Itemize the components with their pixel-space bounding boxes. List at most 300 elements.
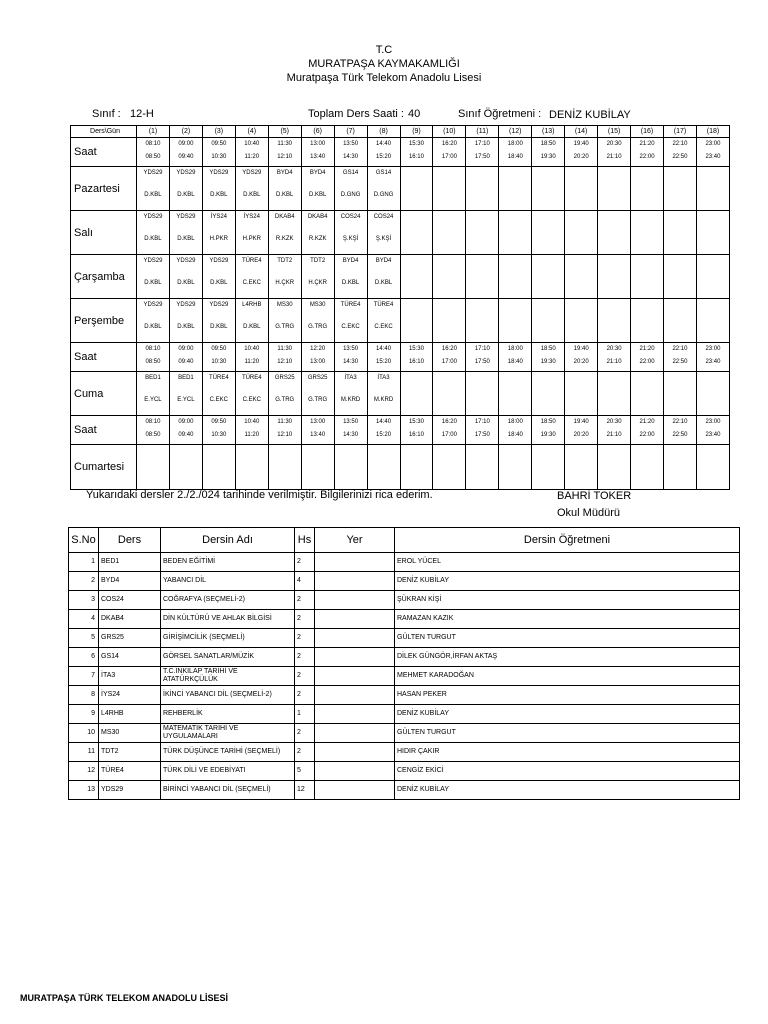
- row-label: Cumartesi: [71, 445, 137, 490]
- lesson-cell: [598, 299, 631, 343]
- table-row: [69, 610, 740, 629]
- lesson-cell: [137, 445, 170, 490]
- row-label: Saat: [71, 416, 137, 445]
- day-row: [71, 445, 730, 490]
- course-code: MS30: [99, 724, 161, 743]
- lesson-cell: [367, 445, 400, 490]
- teacher-code: D.KBL: [177, 324, 195, 330]
- start-time: 21:20: [639, 419, 655, 425]
- start-time: 13:50: [343, 141, 359, 147]
- table-row: [69, 743, 740, 762]
- lesson-cell: [301, 445, 334, 490]
- start-time: 10:40: [244, 141, 260, 147]
- time-cell: [334, 416, 367, 445]
- weekly-hours: 2: [295, 667, 315, 686]
- subjects-header-cell: Yer: [315, 528, 395, 553]
- subjects-header-cell: S.No: [69, 528, 99, 553]
- time-cell: [631, 416, 664, 445]
- weekly-hours: 2: [295, 743, 315, 762]
- time-cell: [400, 138, 433, 167]
- lesson-code: MS30: [276, 302, 293, 308]
- lesson-cell: [202, 255, 235, 299]
- time-cell: [433, 343, 466, 372]
- lesson-code: GS14: [342, 170, 359, 176]
- time-cell: [598, 416, 631, 445]
- course-code: İYS24: [99, 686, 161, 705]
- time-cell: [169, 416, 202, 445]
- lesson-cell: [696, 255, 729, 299]
- course-name: TÜRK DİLİ VE EDEBİYATI: [161, 762, 295, 781]
- lesson-code: YDS29: [143, 302, 163, 308]
- end-time: 15:20: [376, 154, 392, 160]
- course-name: T.C.İNKILAP TARİHİ VE ATATÜRKÇÜLÜK: [161, 667, 295, 686]
- lesson-cell: [334, 372, 367, 416]
- lesson-cell: [202, 211, 235, 255]
- lesson-cell: [631, 211, 664, 255]
- course-teacher: CENGİZ EKİCİ: [395, 762, 740, 781]
- end-time: 13:40: [310, 154, 326, 160]
- period-number: (7): [334, 126, 367, 138]
- start-time: 13:50: [343, 419, 359, 425]
- course-name: YABANCI DİL: [161, 572, 295, 591]
- class-teacher-label: Sınıf Öğretmeni :: [458, 108, 542, 120]
- end-time: 12:10: [277, 359, 293, 365]
- time-cell: [268, 343, 301, 372]
- lesson-code: GRS25: [307, 375, 328, 381]
- time-cell: [631, 138, 664, 167]
- row-label: Cuma: [71, 372, 137, 416]
- start-time: 18:50: [540, 141, 556, 147]
- lesson-code: TÜRE4: [241, 375, 262, 381]
- teacher-code: D.KBL: [177, 236, 195, 242]
- location: [315, 572, 395, 591]
- day-row: [71, 299, 730, 343]
- lesson-cell: [565, 445, 598, 490]
- time-cell: [137, 138, 170, 167]
- weekly-hours: 5: [295, 762, 315, 781]
- lesson-cell: [664, 211, 697, 255]
- location: [315, 648, 395, 667]
- lesson-cell: [598, 372, 631, 416]
- end-time: 09:40: [178, 154, 194, 160]
- lesson-cell: [334, 445, 367, 490]
- lesson-code: YDS29: [176, 258, 196, 264]
- end-time: 08:50: [145, 359, 161, 365]
- teacher-code: G.TRG: [308, 324, 328, 330]
- header-school: Muratpaşa Türk Telekom Anadolu Lisesi: [286, 72, 482, 84]
- course-name: İKİNCİ YABANCI DİL (SEÇMELİ-2): [161, 686, 295, 705]
- lesson-cell: [169, 255, 202, 299]
- start-time: 23:00: [705, 346, 721, 352]
- time-cell: [433, 416, 466, 445]
- lesson-cell: [466, 167, 499, 211]
- lesson-code: YDS29: [176, 214, 196, 220]
- lesson-cell: [169, 299, 202, 343]
- end-time: 19:30: [540, 154, 556, 160]
- end-time: 17:00: [441, 359, 457, 365]
- start-time: 15:30: [408, 141, 424, 147]
- table-row: [69, 686, 740, 705]
- teacher-code: C.EKC: [341, 324, 360, 330]
- time-cell: [532, 416, 565, 445]
- start-time: 09:50: [211, 141, 227, 147]
- lesson-cell: [631, 372, 664, 416]
- time-cell: [532, 138, 565, 167]
- lesson-cell: [367, 211, 400, 255]
- teacher-code: G.TRG: [275, 324, 295, 330]
- end-time: 09:40: [178, 432, 194, 438]
- lesson-cell: [301, 167, 334, 211]
- end-time: 12:10: [277, 432, 293, 438]
- start-time: 18:00: [507, 419, 523, 425]
- lesson-cell: [367, 255, 400, 299]
- lesson-code: YDS29: [209, 302, 229, 308]
- teacher-code: G.TRG: [275, 397, 295, 403]
- start-time: 19:40: [573, 346, 589, 352]
- weekly-hours: 1: [295, 705, 315, 724]
- time-cell: [202, 138, 235, 167]
- lesson-cell: [664, 167, 697, 211]
- lesson-cell: [367, 167, 400, 211]
- lesson-code: BYD4: [342, 258, 359, 264]
- lesson-cell: [268, 167, 301, 211]
- time-cell: [433, 138, 466, 167]
- weekly-hours: 2: [295, 610, 315, 629]
- table-row: [69, 553, 740, 572]
- lesson-cell: [664, 445, 697, 490]
- row-number: 4: [69, 610, 99, 629]
- time-cell: [696, 343, 729, 372]
- teacher-code: R.KZK: [308, 236, 327, 242]
- start-time: 17:10: [474, 346, 490, 352]
- lesson-cell: [400, 445, 433, 490]
- end-time: 22:00: [639, 154, 655, 160]
- location: [315, 705, 395, 724]
- start-time: 23:00: [705, 141, 721, 147]
- row-label: Çarşamba: [71, 255, 137, 299]
- course-name: COĞRAFYA (SEÇMELİ-2): [161, 591, 295, 610]
- lesson-cell: [202, 445, 235, 490]
- lesson-cell: [137, 255, 170, 299]
- lesson-cell: [598, 255, 631, 299]
- weekly-hours: 2: [295, 591, 315, 610]
- end-time: 08:50: [145, 154, 161, 160]
- row-number: 6: [69, 648, 99, 667]
- lesson-cell: [169, 211, 202, 255]
- start-time: 18:00: [507, 346, 523, 352]
- table-row: [69, 705, 740, 724]
- start-time: 21:20: [639, 346, 655, 352]
- time-cell: [466, 343, 499, 372]
- lesson-code: İTA3: [377, 375, 390, 381]
- time-cell: [499, 416, 532, 445]
- lesson-code: YDS29: [176, 302, 196, 308]
- class-value: 12-H: [130, 108, 154, 120]
- lesson-cell: [499, 299, 532, 343]
- teacher-code: H.ÇKR: [275, 280, 295, 286]
- weekly-hours: 2: [295, 724, 315, 743]
- time-cell: [532, 343, 565, 372]
- course-teacher: DENİZ KUBİLAY: [395, 572, 740, 591]
- course-code: BYD4: [99, 572, 161, 591]
- period-number: (17): [664, 126, 697, 138]
- start-time: 13:00: [310, 141, 326, 147]
- lesson-cell: [268, 211, 301, 255]
- end-time: 17:50: [474, 432, 490, 438]
- lesson-cell: [532, 445, 565, 490]
- weekly-hours: 12: [295, 781, 315, 800]
- course-name: BİRİNCİ YABANCI DİL (SEÇMELİ): [161, 781, 295, 800]
- lesson-cell: [202, 372, 235, 416]
- lesson-cell: [696, 299, 729, 343]
- end-time: 23:40: [705, 154, 721, 160]
- lesson-cell: [433, 167, 466, 211]
- teacher-code: D.KBL: [374, 280, 393, 286]
- lesson-cell: [334, 299, 367, 343]
- time-cell: [598, 138, 631, 167]
- start-time: 16:20: [441, 141, 457, 147]
- time-row: [71, 416, 730, 445]
- lesson-code: YDS29: [143, 258, 163, 264]
- start-time: 19:40: [573, 419, 589, 425]
- time-cell: [202, 416, 235, 445]
- row-number: 8: [69, 686, 99, 705]
- period-number: (10): [433, 126, 466, 138]
- lesson-cell: [598, 167, 631, 211]
- lesson-cell: [235, 255, 268, 299]
- location: [315, 610, 395, 629]
- course-teacher: DİLEK GÜNGÖR,İRFAN AKTAŞ: [395, 648, 740, 667]
- start-time: 21:20: [639, 141, 655, 147]
- period-number: (2): [169, 126, 202, 138]
- lesson-code: İTA3: [344, 375, 357, 381]
- lesson-code: TDT2: [310, 258, 326, 264]
- end-time: 23:40: [705, 359, 721, 365]
- start-time: 12:20: [310, 346, 326, 352]
- time-cell: [367, 343, 400, 372]
- end-time: 14:30: [343, 154, 359, 160]
- lesson-cell: [598, 211, 631, 255]
- course-code: GS14: [99, 648, 161, 667]
- row-number: 1: [69, 553, 99, 572]
- table-row: [69, 629, 740, 648]
- period-number: (18): [696, 126, 729, 138]
- end-time: 21:10: [606, 154, 622, 160]
- row-number: 2: [69, 572, 99, 591]
- lesson-cell: [334, 255, 367, 299]
- table-row: [69, 724, 740, 743]
- end-time: 21:10: [606, 432, 622, 438]
- course-teacher: MEHMET KARADOĞAN: [395, 667, 740, 686]
- teacher-code: D.KBL: [144, 324, 162, 330]
- end-time: 15:20: [376, 359, 392, 365]
- weekly-hours: 2: [295, 648, 315, 667]
- time-cell: [137, 416, 170, 445]
- teacher-code: D.KBL: [210, 324, 228, 330]
- table-row: [69, 591, 740, 610]
- lesson-cell: [664, 372, 697, 416]
- lesson-code: TÜRE4: [209, 375, 229, 381]
- start-time: 17:10: [474, 419, 490, 425]
- course-teacher: GÜLTEN TURGUT: [395, 724, 740, 743]
- time-cell: [664, 416, 697, 445]
- row-number: 9: [69, 705, 99, 724]
- lesson-cell: [268, 372, 301, 416]
- teacher-code: E.YCL: [144, 397, 162, 403]
- course-teacher: ŞÜKRAN KİŞİ: [395, 591, 740, 610]
- end-time: 08:50: [145, 432, 161, 438]
- course-code: TÜRE4: [99, 762, 161, 781]
- principal-name: BAHRİ TOKER: [557, 490, 632, 502]
- time-cell: [268, 416, 301, 445]
- start-time: 08:10: [145, 419, 161, 425]
- end-time: 11:20: [244, 154, 260, 160]
- table-row: [69, 667, 740, 686]
- lesson-cell: [532, 299, 565, 343]
- start-time: 10:40: [244, 346, 260, 352]
- course-teacher: GÜLTEN TURGUT: [395, 629, 740, 648]
- lesson-code: YDS29: [242, 170, 262, 176]
- lesson-cell: [433, 255, 466, 299]
- period-number-row: [71, 126, 730, 138]
- time-cell: [565, 343, 598, 372]
- location: [315, 667, 395, 686]
- total-hours-label: Toplam Ders Saati :: [308, 108, 404, 120]
- lesson-cell: [137, 211, 170, 255]
- lesson-cell: [137, 299, 170, 343]
- lesson-cell: [433, 211, 466, 255]
- lesson-cell: [466, 445, 499, 490]
- time-cell: [696, 416, 729, 445]
- end-time: 11:20: [244, 359, 260, 365]
- row-label: Perşembe: [71, 299, 137, 343]
- course-teacher: HIDIR ÇAKIR: [395, 743, 740, 762]
- end-time: 16:10: [408, 154, 424, 160]
- day-row: [71, 372, 730, 416]
- row-label: Saat: [71, 138, 137, 167]
- lesson-cell: [235, 211, 268, 255]
- time-cell: [664, 138, 697, 167]
- lesson-code: YDS29: [143, 170, 163, 176]
- lesson-code: BED1: [145, 375, 161, 381]
- time-cell: [268, 138, 301, 167]
- time-cell: [334, 138, 367, 167]
- end-time: 22:00: [639, 359, 655, 365]
- end-time: 18:40: [507, 154, 523, 160]
- lesson-cell: [367, 372, 400, 416]
- lesson-cell: [367, 299, 400, 343]
- location: [315, 686, 395, 705]
- lesson-cell: [565, 167, 598, 211]
- lesson-cell: [268, 299, 301, 343]
- period-number: (6): [301, 126, 334, 138]
- lesson-cell: [532, 255, 565, 299]
- course-code: TDT2: [99, 743, 161, 762]
- lesson-cell: [532, 372, 565, 416]
- time-row: [71, 343, 730, 372]
- header-tc: T.C: [375, 44, 393, 56]
- end-time: 19:30: [540, 359, 556, 365]
- lesson-cell: [696, 445, 729, 490]
- time-cell: [499, 343, 532, 372]
- row-number: 7: [69, 667, 99, 686]
- lesson-cell: [532, 211, 565, 255]
- lesson-cell: [400, 167, 433, 211]
- teacher-code: D.KBL: [144, 236, 162, 242]
- period-number: (8): [367, 126, 400, 138]
- lesson-cell: [137, 167, 170, 211]
- time-cell: [499, 138, 532, 167]
- end-time: 13:00: [310, 359, 326, 365]
- time-cell: [400, 343, 433, 372]
- start-time: 11:30: [277, 346, 292, 352]
- location: [315, 629, 395, 648]
- principal-title: Okul Müdürü: [557, 507, 620, 519]
- lesson-cell: [499, 372, 532, 416]
- start-time: 20:30: [606, 346, 622, 352]
- table-row: [69, 572, 740, 591]
- teacher-code: D.KBL: [341, 280, 360, 286]
- start-time: 15:30: [408, 346, 424, 352]
- time-cell: [235, 138, 268, 167]
- lesson-code: DKAB4: [307, 214, 328, 220]
- teacher-code: G.TRG: [308, 397, 328, 403]
- lesson-code: TÜRE4: [340, 302, 361, 308]
- weekly-hours: 2: [295, 629, 315, 648]
- period-number: (4): [235, 126, 268, 138]
- lesson-code: MS30: [309, 302, 326, 308]
- lesson-cell: [301, 211, 334, 255]
- row-number: 11: [69, 743, 99, 762]
- lesson-cell: [169, 167, 202, 211]
- row-label: Pazartesi: [71, 167, 137, 211]
- end-time: 17:50: [474, 154, 490, 160]
- lesson-code: İYS24: [210, 214, 228, 220]
- start-time: 09:50: [211, 346, 227, 352]
- timetable: [70, 125, 730, 490]
- end-time: 20:20: [573, 359, 589, 365]
- time-cell: [631, 343, 664, 372]
- course-code: İTA3: [99, 667, 161, 686]
- note-text: Yukarıdaki dersler 2./2./024 tarihinde verilmiştir. Bilgilerinizi rica ederim.: [86, 489, 433, 501]
- lesson-cell: [202, 299, 235, 343]
- start-time: 10:40: [244, 419, 260, 425]
- period-number: (3): [202, 126, 235, 138]
- teacher-code: R.KZK: [275, 236, 294, 242]
- lesson-cell: [433, 372, 466, 416]
- period-number: (5): [268, 126, 301, 138]
- lesson-cell: [631, 167, 664, 211]
- table-row: [69, 781, 740, 800]
- lesson-code: BYD4: [309, 170, 326, 176]
- teacher-code: D.KBL: [308, 192, 327, 198]
- end-time: 13:40: [310, 432, 326, 438]
- start-time: 08:10: [145, 346, 161, 352]
- lesson-code: BYD4: [276, 170, 293, 176]
- start-time: 23:00: [705, 419, 721, 425]
- end-time: 14:30: [343, 432, 359, 438]
- time-cell: [598, 343, 631, 372]
- end-time: 18:40: [507, 359, 523, 365]
- start-time: 16:20: [441, 419, 457, 425]
- class-teacher-value: DENİZ KUBİLAY: [549, 109, 631, 121]
- course-name: TÜRK DÜŞÜNCE TARİHİ (SEÇMELİ): [161, 743, 295, 762]
- corner-label: Ders\Gün: [71, 126, 137, 138]
- weekly-hours: 2: [295, 686, 315, 705]
- start-time: 20:30: [606, 141, 622, 147]
- lesson-code: BYD4: [375, 258, 392, 264]
- teacher-code: D.KBL: [144, 192, 162, 198]
